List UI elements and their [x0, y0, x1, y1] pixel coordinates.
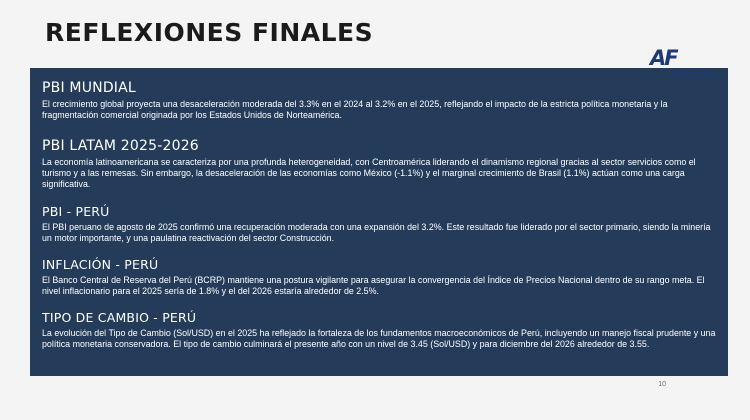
page-title: REFLEXIONES FINALES: [45, 18, 374, 47]
section-pbi-peru: [42, 204, 718, 244]
section-inflacion-peru: [42, 257, 718, 297]
section-heading: TIPO DE CAMBIO - PERÚ: [42, 310, 197, 325]
section-body: El PBI peruano de agosto de 2025 confirmó una recuperación moderada con una expansión del 3.2%. Este resultado fue liderado por el sector primario, siendo la minería un motor importante, y una paulatina reactivación del sector Construcción.: [42, 222, 711, 243]
section-heading: PBI - PERÚ: [42, 204, 110, 219]
logo-name: ASFINSA: [674, 66, 712, 76]
section-body: El crecimiento global proyecta una desaceleración moderada del 3.3% en el 2024 al 3.2% en el 2025, reflejando el impacto de la estricta política monetaria y la fragmentación comercial originada por los Estados Unidos de Norteamérica.: [42, 99, 668, 120]
section-body: La economía latinoamericana se caracteriza por una profunda heterogeneidad, con Centroamérica liderando el dinamismo regional gracias al sector servicios como el turismo y a las remesas. Sin embargo, la desaceleración de las economías como México (-1.1%) y el marginal crecimiento de Brasil (1.1%) actúan como una carga significativa.: [42, 157, 696, 189]
page-number: 10: [658, 381, 666, 388]
section-pbi-mundial: [42, 80, 718, 121]
section-pbi-latam: [42, 138, 718, 190]
section-body: La evolución del Tipo de Cambio (Sol/USD) en el 2025 ha reflejado la fortaleza de los fundamentos macroeconómicos de Perú, incluyendo un manejo fiscal prudente y una política monetaria conservadora. El tipo de cambio culminará el presente año con un nivel de 3.45 (Sol/USD) y para diciembre del 2026 alrededor de 3.55.: [42, 328, 716, 349]
section-heading: INFLACIÓN - PERÚ: [42, 257, 159, 272]
section-body: El Banco Central de Reserva del Perú (BCRP) mantiene una postura vigilante para asegurar la convergencia del Índice de Precios Nacional dentro de su rango meta. El nivel inflacionario para el 2025 sería de 1.8% y el del 2026 estaría alrededor de 2.5%.: [42, 275, 705, 296]
logo-underline: [672, 76, 716, 77]
section-tipo-cambio-peru: [42, 310, 718, 350]
content-panel: [30, 46, 728, 376]
section-heading: PBI LATAM 2025-2026: [42, 138, 199, 154]
logo-mark: AF: [650, 46, 677, 70]
section-heading: PBI MUNDIAL: [42, 80, 136, 96]
